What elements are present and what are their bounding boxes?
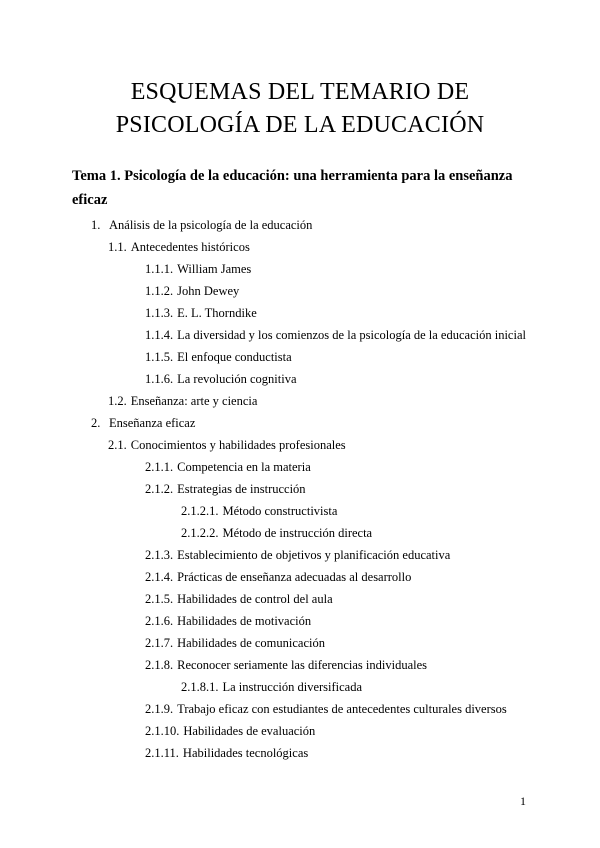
- outline-item: [0, 390, 600, 412]
- outline-text: Estrategias de instrucción: [177, 482, 306, 496]
- outline-item: [0, 544, 600, 566]
- outline-number: 2.1.8.: [145, 658, 174, 672]
- outline-text: Método constructivista: [222, 504, 338, 518]
- outline-number: 2.1.4.: [145, 570, 174, 584]
- outline-item: [0, 236, 600, 258]
- outline-text: Habilidades de motivación: [177, 614, 312, 628]
- outline-list: [0, 214, 600, 764]
- outline-item: [0, 720, 600, 742]
- outline-text: La revolución cognitiva: [177, 372, 297, 386]
- outline-number: 2.1.9.: [145, 702, 174, 716]
- outline-text: El enfoque conductista: [177, 350, 292, 364]
- outline-number: 2.1.3.: [145, 548, 174, 562]
- outline-item: [0, 654, 600, 676]
- outline-text: Enseñanza eficaz: [109, 416, 196, 430]
- outline-item: [0, 258, 600, 280]
- outline-text: Habilidades de evaluación: [183, 724, 316, 738]
- outline-item: [0, 632, 600, 654]
- outline-number: 1.1.: [108, 240, 127, 254]
- outline-text: Competencia en la materia: [177, 460, 311, 474]
- outline-item: [0, 522, 600, 544]
- outline-text: Antecedentes históricos: [130, 240, 250, 254]
- outline-number: 1.1.4.: [145, 328, 174, 342]
- section-heading: Tema 1. Psicología de la educación: una herramienta para la enseñanza eficaz: [72, 168, 513, 208]
- outline-text: Habilidades tecnológicas: [182, 746, 309, 760]
- outline-item: [0, 676, 600, 698]
- outline-number: 2.1.7.: [145, 636, 174, 650]
- outline-number: 2.1.5.: [145, 592, 174, 606]
- outline-text: Trabajo eficaz con estudiantes de antecedentes culturales diversos: [177, 702, 507, 716]
- outline-number: 2.1.2.1.: [181, 504, 219, 518]
- outline-text: Enseñanza: arte y ciencia: [130, 394, 258, 408]
- outline-text: Habilidades de control del aula: [177, 592, 333, 606]
- document-title: [0, 76, 600, 142]
- outline-item: [0, 214, 600, 236]
- outline-number: 1.1.3.: [145, 306, 174, 320]
- outline-item: [0, 412, 600, 434]
- outline-item: [0, 324, 600, 346]
- outline-number: 2.1.8.1.: [181, 680, 219, 694]
- outline-item: [0, 346, 600, 368]
- outline-item: [0, 368, 600, 390]
- outline-text: E. L. Thorndike: [177, 306, 257, 320]
- outline-text: Análisis de la psicología de la educación: [109, 218, 313, 232]
- outline-item: [0, 698, 600, 720]
- outline-text: La instrucción diversificada: [222, 680, 363, 694]
- outline-number: 2.1.: [108, 438, 127, 452]
- outline-text: La diversidad y los comienzos de la psicología de la educación inicial: [177, 328, 526, 342]
- outline-number: 2.1.2.: [145, 482, 174, 496]
- title-line-1: ESQUEMAS DEL TEMARIO DE: [130, 79, 470, 105]
- outline-item: [0, 478, 600, 500]
- title-line-2: PSICOLOGÍA DE LA EDUCACIÓN: [115, 112, 485, 138]
- outline-number: 1.1.6.: [145, 372, 174, 386]
- outline-number: 1.1.2.: [145, 284, 174, 298]
- outline-item: [0, 434, 600, 456]
- outline-item: [0, 742, 600, 764]
- outline-item: [0, 302, 600, 324]
- outline-item: [0, 588, 600, 610]
- outline-number: 2.1.10.: [145, 724, 180, 738]
- outline-text: Establecimiento de objetivos y planificación educativa: [177, 548, 451, 562]
- page-number: 1: [520, 794, 526, 808]
- outline-number: 2.1.1.: [145, 460, 174, 474]
- outline-number: 1.2.: [108, 394, 127, 408]
- outline-item: [0, 500, 600, 522]
- outline-number: 1.: [91, 218, 101, 232]
- outline-text: John Dewey: [177, 284, 240, 298]
- outline-text: Habilidades de comunicación: [177, 636, 325, 650]
- outline-item: [0, 610, 600, 632]
- outline-number: 2.1.11.: [145, 746, 179, 760]
- outline-item: [0, 456, 600, 478]
- outline-item: [0, 566, 600, 588]
- outline-number: 2.1.6.: [145, 614, 174, 628]
- outline-item: [0, 280, 600, 302]
- outline-text: Reconocer seriamente las diferencias individuales: [177, 658, 428, 672]
- outline-number: 2.: [91, 416, 101, 430]
- outline-number: 1.1.1.: [145, 262, 174, 276]
- outline-text: Conocimientos y habilidades profesionales: [130, 438, 346, 452]
- outline-number: 1.1.5.: [145, 350, 174, 364]
- outline-text: William James: [177, 262, 252, 276]
- outline-text: Método de instrucción directa: [222, 526, 373, 540]
- outline-number: 2.1.2.2.: [181, 526, 219, 540]
- outline-text: Prácticas de enseñanza adecuadas al desarrollo: [177, 570, 412, 584]
